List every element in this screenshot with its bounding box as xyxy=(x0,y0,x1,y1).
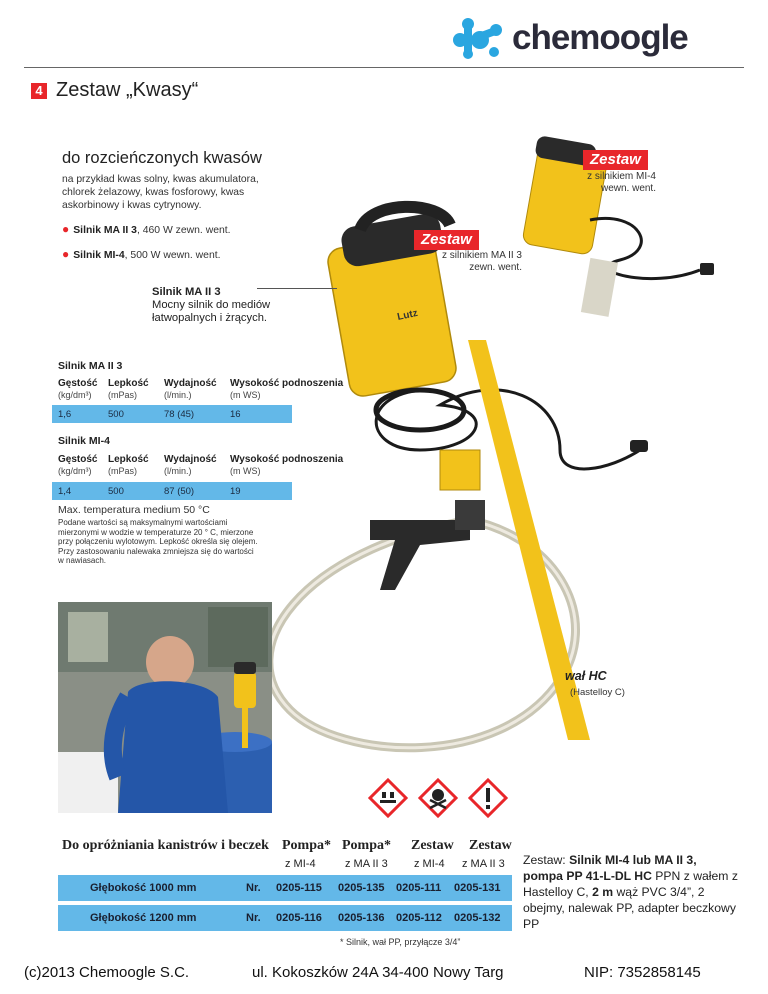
order-col-head: Zestaw xyxy=(411,838,454,853)
table-title: Silnik MI-4 xyxy=(58,435,110,447)
order-col-head: Pompa* xyxy=(282,838,331,853)
table-cell: 1,4 xyxy=(58,486,72,497)
table-header-cell: Wydajność xyxy=(164,378,217,389)
brand-logo xyxy=(450,16,710,60)
tag-set-mi4: Zestaw xyxy=(583,150,648,170)
bullet-rest: , 500 W wewn. went. xyxy=(124,250,221,261)
small-shaft-shape xyxy=(581,258,618,317)
brand-name: chemoogle xyxy=(512,18,688,57)
table-header-cell: Wysokość podnoszenia xyxy=(230,454,344,465)
order-code: 0205-132 xyxy=(454,912,501,924)
set-description xyxy=(523,852,738,932)
table-unit-cell: (m WS) xyxy=(230,390,261,400)
shaft-label: wał HC xyxy=(565,669,607,683)
tag-set-mi4-note xyxy=(560,171,656,195)
cable-coil-shape xyxy=(376,390,464,430)
table-row xyxy=(52,482,292,500)
table-header-cell: Lepkość xyxy=(108,378,149,389)
tag-set-ma-note xyxy=(420,250,522,274)
order-code: 0205-112 xyxy=(396,912,442,924)
bullet-rest: , 460 W zewn. went. xyxy=(136,225,231,236)
order-code: 0205-131 xyxy=(454,882,501,894)
bullet-dot-icon: ● xyxy=(62,247,70,261)
table-header-cell: Gęstość xyxy=(58,454,98,465)
section-number: 4 xyxy=(31,83,47,99)
table-cell: 16 xyxy=(230,409,241,420)
tag-note-line: zewn. went. xyxy=(469,262,522,273)
small-plug-shape xyxy=(700,263,714,275)
plug-shape xyxy=(630,440,648,452)
table-unit-cell: (l/min.) xyxy=(164,390,192,400)
table-unit-cell: (l/min.) xyxy=(164,466,192,476)
worker-photo xyxy=(58,602,272,813)
table-unit-cell: (mPas) xyxy=(108,390,137,400)
order-code: 0205-116 xyxy=(276,912,322,924)
order-row-nr: Nr. xyxy=(246,912,261,924)
callout-pointer xyxy=(257,288,337,289)
shaft-sub-label: (Hastelloy C) xyxy=(570,687,625,698)
table-cell: 1,6 xyxy=(58,409,72,420)
order-row xyxy=(58,875,512,901)
order-table-title: Do opróżniania kanistrów i beczek xyxy=(62,838,269,853)
table-header-cell: Gęstość xyxy=(58,378,98,389)
toxic-skull-icon xyxy=(418,778,458,818)
table-header-cell: Lepkość xyxy=(108,454,149,465)
table-header-cell: Wydajność xyxy=(164,454,217,465)
set-desc-bold: Silnik MI-4 lub MA II 3, pompa PP 41-L-DL HC xyxy=(523,853,697,883)
section-title: Zestaw „Kwasy“ xyxy=(56,79,199,101)
subtitle: do rozcieńczonych kwasów xyxy=(62,149,262,167)
tag-note-line: wewn. went. xyxy=(600,183,656,194)
footer-copyright: (c)2013 Chemoogle S.C. xyxy=(24,964,190,981)
order-row-nr: Nr. xyxy=(246,882,261,894)
table-unit-cell: (m WS) xyxy=(230,466,261,476)
table-cell: 500 xyxy=(108,409,124,420)
order-col-head: Zestaw xyxy=(469,838,512,853)
footnote-text: Podane wartości są maksymalnymi wartościami mierzonymi w wodzie w temperaturze 20 ° C, mierzone przy połączeniu wylotowym. Lepkość określa się olejem. Przy zastosowaniu nalewaka zmniejsza się do wartości w nawiasach. xyxy=(58,518,258,566)
table-unit-cell: (kg/dm³) xyxy=(58,390,92,400)
worker-photo-image xyxy=(58,602,272,813)
order-code: 0205-111 xyxy=(396,882,442,894)
order-footnote: * Silnik, wał PP, przyłącze 3/4” xyxy=(340,937,461,947)
table-cell: 87 (50) xyxy=(164,486,195,497)
table-cell: 78 (45) xyxy=(164,409,195,420)
chemoogle-logo-icon xyxy=(450,16,510,60)
intro-text: na przykład kwas solny, kwas akumulatora, chlorek żelazowy, kwas fosforowy, kwas askorbinowy i kwas cytrynowy. xyxy=(62,174,259,211)
footer-nip: NIP: 7352858145 xyxy=(584,964,701,981)
order-row-label: Głębokość 1200 mm xyxy=(90,912,197,924)
order-row xyxy=(58,905,512,931)
set-desc-mid: PPN z wałem z Hastelloy C, xyxy=(523,869,738,899)
table-cell: 19 xyxy=(230,486,241,497)
table-unit-cell: (mPas) xyxy=(108,466,137,476)
callout-title: Silnik MA II 3 xyxy=(152,286,221,298)
order-col-sub: z MI-4 xyxy=(414,858,445,870)
order-code: 0205-135 xyxy=(338,882,385,894)
order-col-sub: z MA II 3 xyxy=(462,858,505,870)
pump-head-shape xyxy=(440,450,480,490)
tag-note-line: z silnikiem MA II 3 xyxy=(441,250,522,261)
footer-address: ul. Kokoszków 24A 34-400 Nowy Targ xyxy=(252,964,504,981)
callout-line: Mocny silnik do mediów xyxy=(152,299,271,311)
motor-callout xyxy=(152,286,270,325)
order-row-label: Głębokość 1000 mm xyxy=(90,882,197,894)
table-unit-cell: (kg/dm³) xyxy=(58,466,92,476)
header-divider xyxy=(24,67,744,68)
nozzle-joint-shape xyxy=(455,500,485,530)
order-col-sub: z MI-4 xyxy=(285,858,316,870)
set-desc-bold: 2 m xyxy=(592,885,614,899)
nozzle-shape xyxy=(370,520,470,590)
tag-set-ma: Zestaw xyxy=(414,230,479,250)
max-temperature: Max. temperatura medium 50 °C xyxy=(58,504,210,516)
order-code: 0205-136 xyxy=(338,912,385,924)
bullet-bold: Silnik MI-4 xyxy=(73,250,125,261)
bullet-bold: Silnik MA II 3 xyxy=(73,225,137,236)
callout-line: łatwopalnych i żrących. xyxy=(152,312,268,324)
table-row xyxy=(52,405,292,423)
table-header-cell: Wysokość podnoszenia xyxy=(230,378,344,389)
order-col-head: Pompa* xyxy=(342,838,391,853)
set-desc-prefix: Zestaw: xyxy=(523,853,570,867)
set-desc-end: wąż PVC 3/4”, 2 obejmy, nalewak PP, adapter beczkowy PP xyxy=(523,885,736,931)
tag-note-line: z silnikiem MI-4 xyxy=(587,171,656,182)
bullet-dot-icon: ● xyxy=(62,222,70,236)
exclamation-icon xyxy=(468,778,508,818)
table-title: Silnik MA II 3 xyxy=(58,360,123,372)
order-col-sub: z MA II 3 xyxy=(345,858,388,870)
order-code: 0205-115 xyxy=(276,882,322,894)
table-cell: 500 xyxy=(108,486,124,497)
pump-brand-label: Lutz xyxy=(396,307,419,323)
corrosive-icon xyxy=(368,778,408,818)
